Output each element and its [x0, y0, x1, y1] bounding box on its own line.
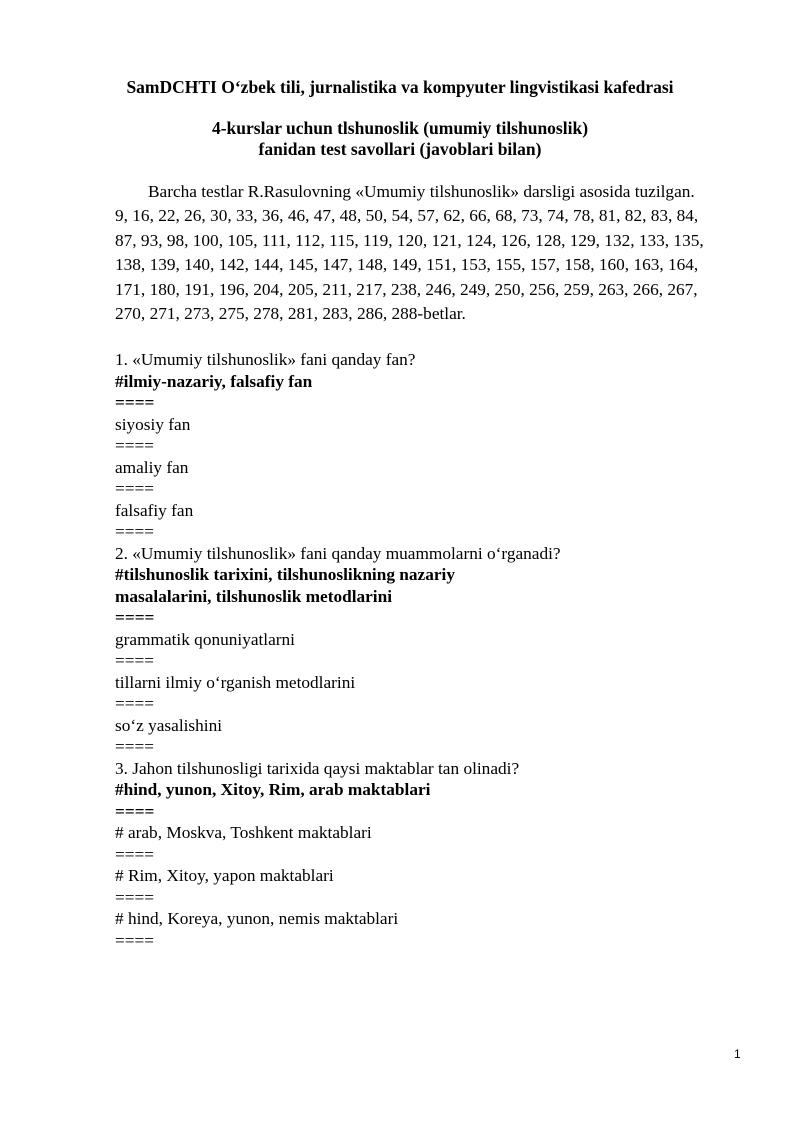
- answer-option: grammatik qonuniyatlarni: [115, 629, 295, 649]
- answer-separator: ====: [115, 436, 154, 455]
- document-title-line-2: fanidan test savollari (javoblari bilan): [258, 139, 542, 159]
- question-list: [115, 349, 745, 951]
- page-references-line: 270, 271, 273, 275, 278, 281, 283, 286, 288-betlar.: [115, 304, 466, 324]
- answer-option: siyosiy fan: [115, 414, 191, 434]
- page-references-line: 9, 16, 22, 26, 30, 33, 36, 46, 47, 48, 50, 54, 57, 62, 66, 68, 73, 74, 78, 81, 82, 83, 84,: [115, 206, 699, 226]
- answer-separator: ====: [115, 737, 154, 756]
- answer-option: # hind, Koreya, yunon, nemis maktablari: [115, 909, 399, 928]
- answer-option: # arab, Moskva, Toshkent maktablari: [115, 823, 372, 842]
- question-block: [115, 543, 745, 758]
- answer-option: # Rim, Xitoy, yapon maktablari: [115, 866, 334, 885]
- page-references-line: 138, 139, 140, 142, 144, 145, 147, 148, 149, 151, 153, 155, 157, 158, 160, 163, 164,: [115, 255, 699, 275]
- page-references-line: 171, 180, 191, 196, 204, 205, 211, 217, 238, 246, 249, 250, 256, 259, 263, 266, 267,: [115, 279, 698, 299]
- intro-paragraph: [115, 180, 745, 326]
- answer-separator: ====: [115, 393, 155, 412]
- answer-separator: ====: [115, 479, 154, 498]
- page-number: 1: [734, 1047, 741, 1061]
- answer-separator: ====: [115, 694, 154, 713]
- answer-separator: ====: [115, 844, 154, 864]
- page-references-line: 87, 93, 98, 100, 105, 111, 112, 115, 119, 120, 121, 124, 126, 128, 129, 132, 133, 135,: [115, 230, 704, 250]
- question-text: 3. Jahon tilshunosligi tarixida qaysi maktablar tan olinadi?: [115, 758, 520, 778]
- question-text: 1. «Umumiy tilshunoslik» fani qanday fan?: [115, 350, 416, 369]
- answer-separator: ====: [115, 522, 154, 541]
- question-block: [115, 758, 745, 952]
- intro-line: Barcha testlar R.Rasulovning «Umumiy tilshunoslik» darsligi asosida tuzilgan.: [148, 182, 695, 201]
- correct-answer-continued: masalalarini, tilshunoslik metodlarini: [115, 586, 393, 606]
- correct-answer: #ilmiy-nazariy, falsafiy fan: [115, 371, 313, 391]
- answer-option: amaliy fan: [115, 457, 189, 477]
- answer-option: tillarni ilmiy o‘rganish metodlarini: [115, 672, 356, 692]
- answer-option: so‘z yasalishini: [115, 715, 223, 735]
- document-title-line-1: 4-kurslar uchun tlshunoslik (umumiy tilshunoslik): [211, 118, 589, 138]
- answer-separator: ====: [115, 930, 154, 950]
- answer-separator: ====: [115, 887, 154, 907]
- answer-separator: ====: [115, 608, 155, 627]
- answer-option: falsafiy fan: [115, 500, 194, 520]
- answer-separator: ====: [115, 801, 155, 821]
- question-block: [115, 349, 745, 543]
- correct-answer: #tilshunoslik tarixini, tilshunoslikning nazariy: [115, 565, 455, 584]
- answer-separator: ====: [115, 651, 154, 670]
- question-text: 2. «Umumiy tilshunoslik» fani qanday muammolarni o‘rganadi?: [115, 543, 561, 563]
- correct-answer: #hind, yunon, Xitoy, Rim, arab maktablari: [115, 780, 431, 799]
- department-heading: SamDCHTI O‘zbek tili, jurnalistika va kompyuter lingvistikasi kafedrasi: [126, 77, 674, 97]
